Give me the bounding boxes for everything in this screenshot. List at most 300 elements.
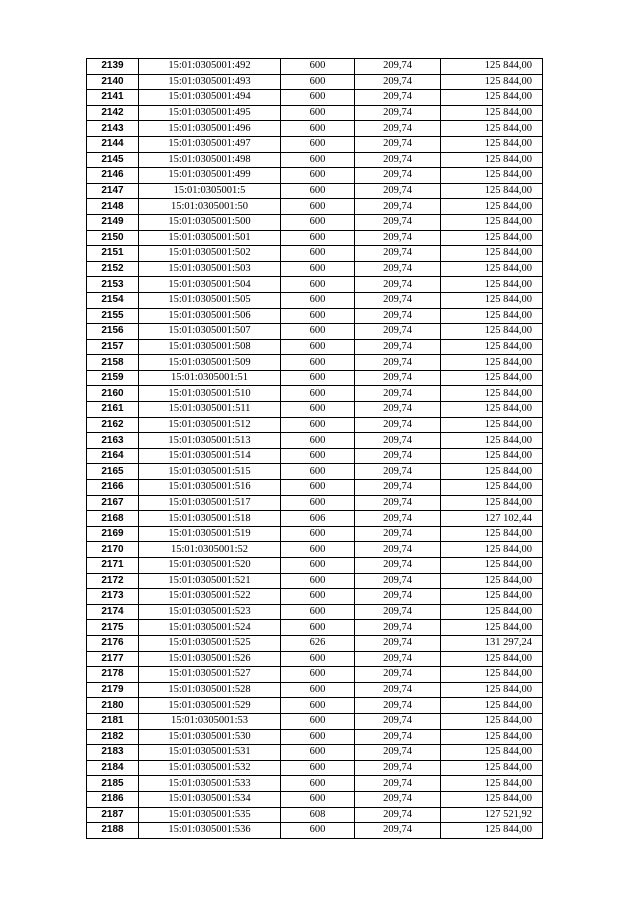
table-row bbox=[87, 651, 543, 667]
rate-cell: 209,74 bbox=[355, 246, 441, 262]
rate-cell: 209,74 bbox=[355, 620, 441, 636]
cadastral-number-cell: 15:01:0305001:532 bbox=[139, 760, 281, 776]
value-cell: 125 844,00 bbox=[441, 823, 543, 839]
row-number-cell: 2143 bbox=[87, 121, 139, 137]
rate-cell: 209,74 bbox=[355, 308, 441, 324]
value-cell: 125 844,00 bbox=[441, 604, 543, 620]
cadastral-number-cell: 15:01:0305001:515 bbox=[139, 464, 281, 480]
area-cell: 600 bbox=[281, 214, 355, 230]
row-number-cell: 2185 bbox=[87, 776, 139, 792]
cadastral-number-cell: 15:01:0305001:53 bbox=[139, 713, 281, 729]
area-cell: 600 bbox=[281, 230, 355, 246]
cadastral-number-cell: 15:01:0305001:522 bbox=[139, 589, 281, 605]
rate-cell: 209,74 bbox=[355, 823, 441, 839]
area-cell: 600 bbox=[281, 90, 355, 106]
rate-cell: 209,74 bbox=[355, 698, 441, 714]
value-cell: 125 844,00 bbox=[441, 760, 543, 776]
row-number-cell: 2177 bbox=[87, 651, 139, 667]
rate-cell: 209,74 bbox=[355, 292, 441, 308]
row-number-cell: 2151 bbox=[87, 246, 139, 262]
document-page bbox=[86, 58, 542, 839]
value-cell: 125 844,00 bbox=[441, 230, 543, 246]
rate-cell: 209,74 bbox=[355, 651, 441, 667]
table-row bbox=[87, 168, 543, 184]
table-row bbox=[87, 464, 543, 480]
table-row bbox=[87, 152, 543, 168]
value-cell: 125 844,00 bbox=[441, 542, 543, 558]
area-cell: 600 bbox=[281, 745, 355, 761]
rate-cell: 209,74 bbox=[355, 682, 441, 698]
table-row bbox=[87, 682, 543, 698]
rate-cell: 209,74 bbox=[355, 635, 441, 651]
value-cell: 125 844,00 bbox=[441, 448, 543, 464]
table-body bbox=[87, 59, 543, 839]
cadastral-number-cell: 15:01:0305001:500 bbox=[139, 214, 281, 230]
cadastral-number-cell: 15:01:0305001:535 bbox=[139, 807, 281, 823]
value-cell: 125 844,00 bbox=[441, 59, 543, 75]
area-cell: 600 bbox=[281, 433, 355, 449]
row-number-cell: 2163 bbox=[87, 433, 139, 449]
row-number-cell: 2164 bbox=[87, 448, 139, 464]
table-row bbox=[87, 760, 543, 776]
area-cell: 600 bbox=[281, 729, 355, 745]
cadastral-number-cell: 15:01:0305001:521 bbox=[139, 573, 281, 589]
rate-cell: 209,74 bbox=[355, 604, 441, 620]
row-number-cell: 2150 bbox=[87, 230, 139, 246]
table-row bbox=[87, 402, 543, 418]
value-cell: 125 844,00 bbox=[441, 573, 543, 589]
table-row bbox=[87, 495, 543, 511]
row-number-cell: 2161 bbox=[87, 402, 139, 418]
table-row bbox=[87, 417, 543, 433]
rate-cell: 209,74 bbox=[355, 667, 441, 683]
rate-cell: 209,74 bbox=[355, 417, 441, 433]
rate-cell: 209,74 bbox=[355, 277, 441, 293]
table-row bbox=[87, 542, 543, 558]
row-number-cell: 2170 bbox=[87, 542, 139, 558]
value-cell: 125 844,00 bbox=[441, 355, 543, 371]
row-number-cell: 2188 bbox=[87, 823, 139, 839]
area-cell: 600 bbox=[281, 292, 355, 308]
table-row bbox=[87, 604, 543, 620]
rate-cell: 209,74 bbox=[355, 511, 441, 527]
cadastral-number-cell: 15:01:0305001:514 bbox=[139, 448, 281, 464]
area-cell: 600 bbox=[281, 823, 355, 839]
area-cell: 600 bbox=[281, 370, 355, 386]
row-number-cell: 2165 bbox=[87, 464, 139, 480]
cadastral-number-cell: 15:01:0305001:51 bbox=[139, 370, 281, 386]
value-cell: 131 297,24 bbox=[441, 635, 543, 651]
value-cell: 125 844,00 bbox=[441, 105, 543, 121]
area-cell: 600 bbox=[281, 136, 355, 152]
rate-cell: 209,74 bbox=[355, 59, 441, 75]
area-cell: 600 bbox=[281, 121, 355, 137]
table-row bbox=[87, 308, 543, 324]
area-cell: 600 bbox=[281, 464, 355, 480]
area-cell: 600 bbox=[281, 480, 355, 496]
row-number-cell: 2187 bbox=[87, 807, 139, 823]
value-cell: 125 844,00 bbox=[441, 682, 543, 698]
cadastral-number-cell: 15:01:0305001:505 bbox=[139, 292, 281, 308]
row-number-cell: 2140 bbox=[87, 74, 139, 90]
value-cell: 125 844,00 bbox=[441, 339, 543, 355]
value-cell: 125 844,00 bbox=[441, 667, 543, 683]
cadastral-number-cell: 15:01:0305001:517 bbox=[139, 495, 281, 511]
row-number-cell: 2179 bbox=[87, 682, 139, 698]
table-row bbox=[87, 511, 543, 527]
area-cell: 600 bbox=[281, 589, 355, 605]
cadastral-number-cell: 15:01:0305001:5 bbox=[139, 183, 281, 199]
value-cell: 125 844,00 bbox=[441, 651, 543, 667]
row-number-cell: 2182 bbox=[87, 729, 139, 745]
value-cell: 125 844,00 bbox=[441, 90, 543, 106]
value-cell: 125 844,00 bbox=[441, 199, 543, 215]
table-row bbox=[87, 480, 543, 496]
value-cell: 127 102,44 bbox=[441, 511, 543, 527]
area-cell: 600 bbox=[281, 651, 355, 667]
value-cell: 125 844,00 bbox=[441, 433, 543, 449]
rate-cell: 209,74 bbox=[355, 776, 441, 792]
row-number-cell: 2168 bbox=[87, 511, 139, 527]
area-cell: 600 bbox=[281, 339, 355, 355]
rate-cell: 209,74 bbox=[355, 355, 441, 371]
parcel-table bbox=[86, 58, 543, 839]
area-cell: 600 bbox=[281, 105, 355, 121]
area-cell: 600 bbox=[281, 277, 355, 293]
area-cell: 600 bbox=[281, 152, 355, 168]
area-cell: 600 bbox=[281, 573, 355, 589]
rate-cell: 209,74 bbox=[355, 526, 441, 542]
cadastral-number-cell: 15:01:0305001:501 bbox=[139, 230, 281, 246]
cadastral-number-cell: 15:01:0305001:497 bbox=[139, 136, 281, 152]
table-row bbox=[87, 745, 543, 761]
area-cell: 600 bbox=[281, 168, 355, 184]
cadastral-number-cell: 15:01:0305001:50 bbox=[139, 199, 281, 215]
row-number-cell: 2139 bbox=[87, 59, 139, 75]
rate-cell: 209,74 bbox=[355, 199, 441, 215]
cadastral-number-cell: 15:01:0305001:494 bbox=[139, 90, 281, 106]
rate-cell: 209,74 bbox=[355, 542, 441, 558]
rate-cell: 209,74 bbox=[355, 90, 441, 106]
rate-cell: 209,74 bbox=[355, 230, 441, 246]
row-number-cell: 2167 bbox=[87, 495, 139, 511]
area-cell: 600 bbox=[281, 74, 355, 90]
rate-cell: 209,74 bbox=[355, 402, 441, 418]
table-row bbox=[87, 667, 543, 683]
row-number-cell: 2141 bbox=[87, 90, 139, 106]
cadastral-number-cell: 15:01:0305001:498 bbox=[139, 152, 281, 168]
row-number-cell: 2186 bbox=[87, 791, 139, 807]
value-cell: 125 844,00 bbox=[441, 277, 543, 293]
rate-cell: 209,74 bbox=[355, 168, 441, 184]
cadastral-number-cell: 15:01:0305001:528 bbox=[139, 682, 281, 698]
rate-cell: 209,74 bbox=[355, 121, 441, 137]
area-cell: 600 bbox=[281, 308, 355, 324]
area-cell: 600 bbox=[281, 417, 355, 433]
value-cell: 125 844,00 bbox=[441, 729, 543, 745]
table-row bbox=[87, 698, 543, 714]
rate-cell: 209,74 bbox=[355, 807, 441, 823]
cadastral-number-cell: 15:01:0305001:495 bbox=[139, 105, 281, 121]
row-number-cell: 2176 bbox=[87, 635, 139, 651]
cadastral-number-cell: 15:01:0305001:526 bbox=[139, 651, 281, 667]
table-row bbox=[87, 183, 543, 199]
row-number-cell: 2183 bbox=[87, 745, 139, 761]
cadastral-number-cell: 15:01:0305001:520 bbox=[139, 558, 281, 574]
area-cell: 600 bbox=[281, 261, 355, 277]
area-cell: 600 bbox=[281, 199, 355, 215]
rate-cell: 209,74 bbox=[355, 261, 441, 277]
area-cell: 608 bbox=[281, 807, 355, 823]
row-number-cell: 2178 bbox=[87, 667, 139, 683]
row-number-cell: 2169 bbox=[87, 526, 139, 542]
cadastral-number-cell: 15:01:0305001:525 bbox=[139, 635, 281, 651]
table-row bbox=[87, 324, 543, 340]
row-number-cell: 2181 bbox=[87, 713, 139, 729]
value-cell: 125 844,00 bbox=[441, 698, 543, 714]
value-cell: 125 844,00 bbox=[441, 214, 543, 230]
rate-cell: 209,74 bbox=[355, 136, 441, 152]
rate-cell: 209,74 bbox=[355, 729, 441, 745]
rate-cell: 209,74 bbox=[355, 152, 441, 168]
table-row bbox=[87, 136, 543, 152]
table-row bbox=[87, 74, 543, 90]
area-cell: 606 bbox=[281, 511, 355, 527]
rate-cell: 209,74 bbox=[355, 105, 441, 121]
row-number-cell: 2154 bbox=[87, 292, 139, 308]
value-cell: 125 844,00 bbox=[441, 464, 543, 480]
row-number-cell: 2159 bbox=[87, 370, 139, 386]
row-number-cell: 2175 bbox=[87, 620, 139, 636]
row-number-cell: 2166 bbox=[87, 480, 139, 496]
value-cell: 125 844,00 bbox=[441, 526, 543, 542]
area-cell: 600 bbox=[281, 604, 355, 620]
row-number-cell: 2142 bbox=[87, 105, 139, 121]
table-row bbox=[87, 339, 543, 355]
table-row bbox=[87, 620, 543, 636]
cadastral-number-cell: 15:01:0305001:502 bbox=[139, 246, 281, 262]
row-number-cell: 2160 bbox=[87, 386, 139, 402]
cadastral-number-cell: 15:01:0305001:529 bbox=[139, 698, 281, 714]
rate-cell: 209,74 bbox=[355, 324, 441, 340]
value-cell: 125 844,00 bbox=[441, 246, 543, 262]
table-row bbox=[87, 121, 543, 137]
row-number-cell: 2153 bbox=[87, 277, 139, 293]
row-number-cell: 2157 bbox=[87, 339, 139, 355]
area-cell: 600 bbox=[281, 324, 355, 340]
value-cell: 125 844,00 bbox=[441, 121, 543, 137]
table-row bbox=[87, 105, 543, 121]
table-row bbox=[87, 635, 543, 651]
table-row bbox=[87, 277, 543, 293]
row-number-cell: 2147 bbox=[87, 183, 139, 199]
cadastral-number-cell: 15:01:0305001:527 bbox=[139, 667, 281, 683]
table-row bbox=[87, 246, 543, 262]
row-number-cell: 2180 bbox=[87, 698, 139, 714]
area-cell: 600 bbox=[281, 713, 355, 729]
table-row bbox=[87, 355, 543, 371]
table-row bbox=[87, 807, 543, 823]
area-cell: 600 bbox=[281, 246, 355, 262]
cadastral-number-cell: 15:01:0305001:523 bbox=[139, 604, 281, 620]
cadastral-number-cell: 15:01:0305001:499 bbox=[139, 168, 281, 184]
value-cell: 125 844,00 bbox=[441, 292, 543, 308]
cadastral-number-cell: 15:01:0305001:513 bbox=[139, 433, 281, 449]
rate-cell: 209,74 bbox=[355, 573, 441, 589]
area-cell: 600 bbox=[281, 776, 355, 792]
cadastral-number-cell: 15:01:0305001:533 bbox=[139, 776, 281, 792]
area-cell: 600 bbox=[281, 542, 355, 558]
value-cell: 125 844,00 bbox=[441, 183, 543, 199]
cadastral-number-cell: 15:01:0305001:510 bbox=[139, 386, 281, 402]
cadastral-number-cell: 15:01:0305001:531 bbox=[139, 745, 281, 761]
area-cell: 600 bbox=[281, 402, 355, 418]
rate-cell: 209,74 bbox=[355, 495, 441, 511]
table-row bbox=[87, 776, 543, 792]
row-number-cell: 2155 bbox=[87, 308, 139, 324]
value-cell: 125 844,00 bbox=[441, 370, 543, 386]
table-row bbox=[87, 713, 543, 729]
area-cell: 600 bbox=[281, 386, 355, 402]
value-cell: 125 844,00 bbox=[441, 136, 543, 152]
value-cell: 125 844,00 bbox=[441, 791, 543, 807]
cadastral-number-cell: 15:01:0305001:516 bbox=[139, 480, 281, 496]
row-number-cell: 2144 bbox=[87, 136, 139, 152]
row-number-cell: 2171 bbox=[87, 558, 139, 574]
area-cell: 600 bbox=[281, 495, 355, 511]
table-row bbox=[87, 90, 543, 106]
cadastral-number-cell: 15:01:0305001:512 bbox=[139, 417, 281, 433]
row-number-cell: 2162 bbox=[87, 417, 139, 433]
row-number-cell: 2146 bbox=[87, 168, 139, 184]
rate-cell: 209,74 bbox=[355, 713, 441, 729]
value-cell: 125 844,00 bbox=[441, 417, 543, 433]
area-cell: 600 bbox=[281, 558, 355, 574]
area-cell: 600 bbox=[281, 698, 355, 714]
value-cell: 125 844,00 bbox=[441, 713, 543, 729]
value-cell: 125 844,00 bbox=[441, 620, 543, 636]
table-row bbox=[87, 292, 543, 308]
table-row bbox=[87, 558, 543, 574]
cadastral-number-cell: 15:01:0305001:506 bbox=[139, 308, 281, 324]
rate-cell: 209,74 bbox=[355, 448, 441, 464]
rate-cell: 209,74 bbox=[355, 433, 441, 449]
row-number-cell: 2156 bbox=[87, 324, 139, 340]
value-cell: 125 844,00 bbox=[441, 480, 543, 496]
table-row bbox=[87, 791, 543, 807]
area-cell: 600 bbox=[281, 791, 355, 807]
row-number-cell: 2173 bbox=[87, 589, 139, 605]
area-cell: 600 bbox=[281, 682, 355, 698]
table-row bbox=[87, 589, 543, 605]
row-number-cell: 2172 bbox=[87, 573, 139, 589]
cadastral-number-cell: 15:01:0305001:511 bbox=[139, 402, 281, 418]
table-row bbox=[87, 59, 543, 75]
cadastral-number-cell: 15:01:0305001:496 bbox=[139, 121, 281, 137]
rate-cell: 209,74 bbox=[355, 74, 441, 90]
row-number-cell: 2148 bbox=[87, 199, 139, 215]
table-row bbox=[87, 370, 543, 386]
value-cell: 125 844,00 bbox=[441, 386, 543, 402]
area-cell: 626 bbox=[281, 635, 355, 651]
cadastral-number-cell: 15:01:0305001:509 bbox=[139, 355, 281, 371]
value-cell: 125 844,00 bbox=[441, 558, 543, 574]
rate-cell: 209,74 bbox=[355, 370, 441, 386]
cadastral-number-cell: 15:01:0305001:493 bbox=[139, 74, 281, 90]
rate-cell: 209,74 bbox=[355, 183, 441, 199]
row-number-cell: 2145 bbox=[87, 152, 139, 168]
cadastral-number-cell: 15:01:0305001:518 bbox=[139, 511, 281, 527]
cadastral-number-cell: 15:01:0305001:508 bbox=[139, 339, 281, 355]
cadastral-number-cell: 15:01:0305001:536 bbox=[139, 823, 281, 839]
value-cell: 125 844,00 bbox=[441, 589, 543, 605]
cadastral-number-cell: 15:01:0305001:530 bbox=[139, 729, 281, 745]
cadastral-number-cell: 15:01:0305001:52 bbox=[139, 542, 281, 558]
table-row bbox=[87, 526, 543, 542]
cadastral-number-cell: 15:01:0305001:504 bbox=[139, 277, 281, 293]
value-cell: 125 844,00 bbox=[441, 261, 543, 277]
value-cell: 125 844,00 bbox=[441, 152, 543, 168]
value-cell: 125 844,00 bbox=[441, 776, 543, 792]
value-cell: 125 844,00 bbox=[441, 495, 543, 511]
value-cell: 125 844,00 bbox=[441, 402, 543, 418]
value-cell: 125 844,00 bbox=[441, 308, 543, 324]
area-cell: 600 bbox=[281, 760, 355, 776]
cadastral-number-cell: 15:01:0305001:534 bbox=[139, 791, 281, 807]
table-row bbox=[87, 214, 543, 230]
area-cell: 600 bbox=[281, 526, 355, 542]
table-row bbox=[87, 448, 543, 464]
row-number-cell: 2184 bbox=[87, 760, 139, 776]
cadastral-number-cell: 15:01:0305001:524 bbox=[139, 620, 281, 636]
cadastral-number-cell: 15:01:0305001:503 bbox=[139, 261, 281, 277]
row-number-cell: 2158 bbox=[87, 355, 139, 371]
row-number-cell: 2174 bbox=[87, 604, 139, 620]
value-cell: 127 521,92 bbox=[441, 807, 543, 823]
rate-cell: 209,74 bbox=[355, 386, 441, 402]
table-row bbox=[87, 823, 543, 839]
area-cell: 600 bbox=[281, 667, 355, 683]
value-cell: 125 844,00 bbox=[441, 74, 543, 90]
area-cell: 600 bbox=[281, 59, 355, 75]
rate-cell: 209,74 bbox=[355, 745, 441, 761]
table-row bbox=[87, 199, 543, 215]
rate-cell: 209,74 bbox=[355, 214, 441, 230]
cadastral-number-cell: 15:01:0305001:519 bbox=[139, 526, 281, 542]
table-row bbox=[87, 230, 543, 246]
area-cell: 600 bbox=[281, 448, 355, 464]
area-cell: 600 bbox=[281, 620, 355, 636]
table-row bbox=[87, 261, 543, 277]
rate-cell: 209,74 bbox=[355, 464, 441, 480]
row-number-cell: 2152 bbox=[87, 261, 139, 277]
row-number-cell: 2149 bbox=[87, 214, 139, 230]
table-row bbox=[87, 433, 543, 449]
rate-cell: 209,74 bbox=[355, 589, 441, 605]
area-cell: 600 bbox=[281, 355, 355, 371]
table-row bbox=[87, 573, 543, 589]
rate-cell: 209,74 bbox=[355, 760, 441, 776]
value-cell: 125 844,00 bbox=[441, 324, 543, 340]
rate-cell: 209,74 bbox=[355, 558, 441, 574]
value-cell: 125 844,00 bbox=[441, 745, 543, 761]
table-row bbox=[87, 386, 543, 402]
cadastral-number-cell: 15:01:0305001:507 bbox=[139, 324, 281, 340]
cadastral-number-cell: 15:01:0305001:492 bbox=[139, 59, 281, 75]
rate-cell: 209,74 bbox=[355, 339, 441, 355]
value-cell: 125 844,00 bbox=[441, 168, 543, 184]
area-cell: 600 bbox=[281, 183, 355, 199]
